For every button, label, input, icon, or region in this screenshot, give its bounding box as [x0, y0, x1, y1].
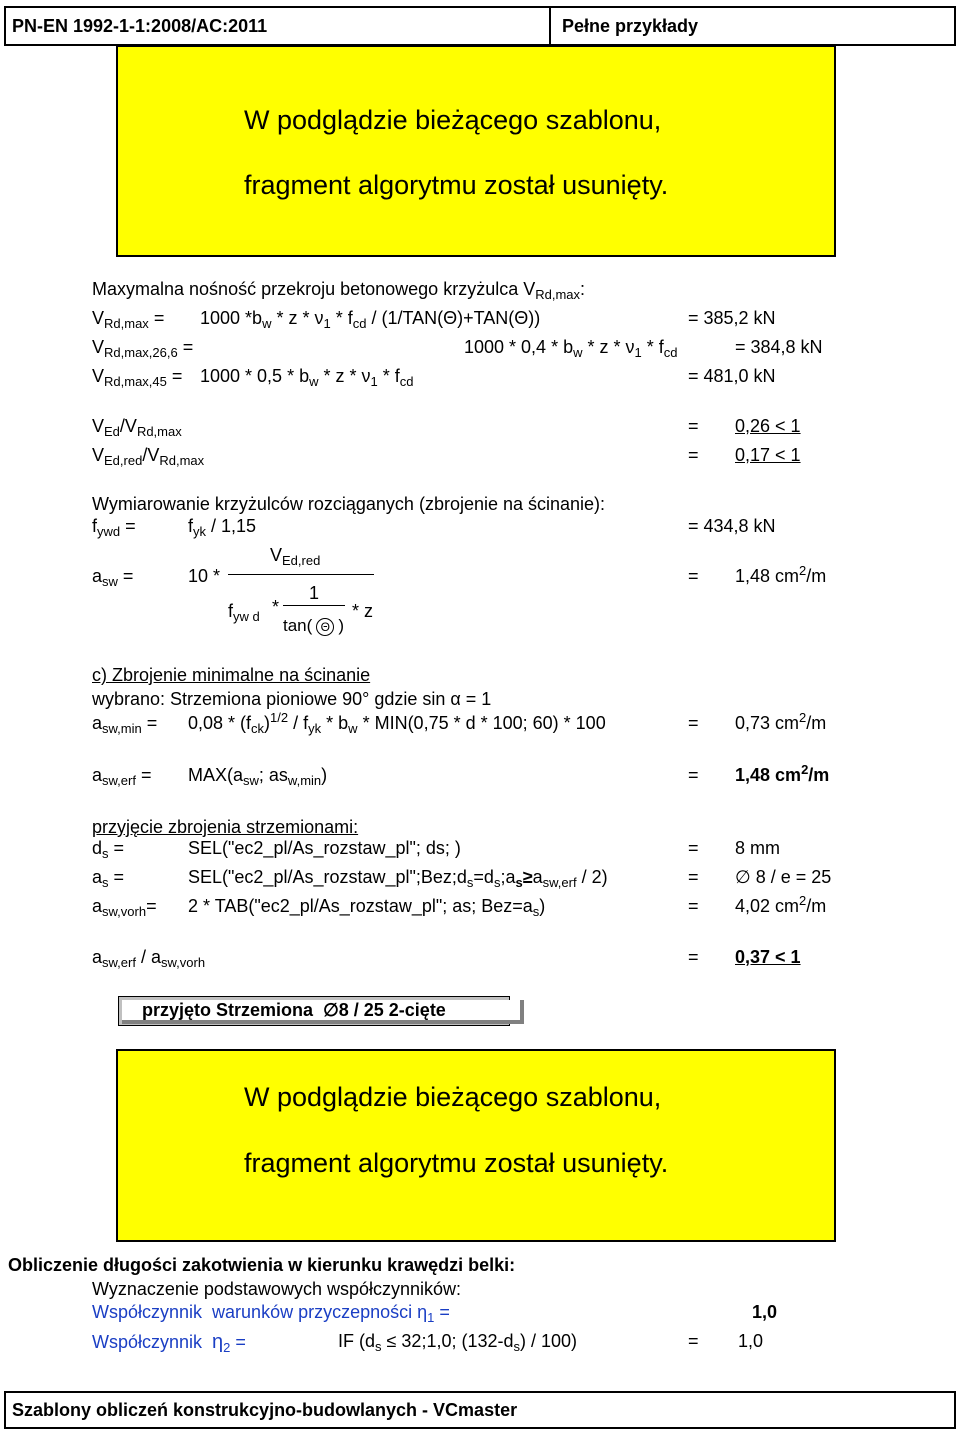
aswmin-result: 0,73 $cm^2/m$	[735, 710, 827, 733]
asw-inner-one: 1	[309, 583, 320, 603]
vrdmax266-formula: $1000 * 0,4 * b_w$ * z * $\nu_1 * f_{cd}$	[464, 337, 678, 360]
asw-coef: 10 *	[188, 566, 221, 586]
header-category: Pełne przykłady	[562, 15, 699, 36]
ds-label: $d_s$ =	[92, 838, 125, 861]
ratio-ved-label: $V_{Ed}/V_{Rd,max}$	[92, 416, 182, 439]
preview-banner-top	[116, 45, 836, 257]
preview-banner-bottom	[116, 1049, 836, 1242]
eta1-label: Współczynnik warunków przyczepności $\eta_1$ =	[92, 1302, 450, 1325]
asw-eq: =	[688, 566, 699, 586]
aswmin-eq: =	[688, 713, 699, 733]
asw-main-fraction-line	[228, 574, 374, 575]
vrdmax-label: $V_{Rd,max}$ =	[92, 308, 165, 331]
asw-label: $a_{sw}$ =	[92, 566, 134, 589]
eta2-formula: IF ($d_s$ ≤ 32;1,0; $(132-d_s) / 100$)	[338, 1331, 578, 1354]
ratio-ved-result: 0,26 < 1	[735, 416, 801, 436]
stirrup-ratio-result: 0,37 < 1	[735, 947, 801, 967]
aswerf-label: $a_{sw,erf}$ =	[92, 765, 152, 788]
anchor-title: Obliczenie długości zakotwienia w kierunku krawędzi belki:	[8, 1255, 516, 1275]
stirrup-ratio-label: $a_{sw,erf} / a_{sw,vorh}$	[92, 947, 206, 970]
banner-line-1: W podglądzie bieżącego szablonu,	[244, 105, 662, 135]
asw-star-z: * z	[352, 601, 374, 621]
aswerf-formula: $MAX(a_{sw}$; $as_{w,min}$)	[188, 765, 328, 788]
as-formula: $SEL("ec2\_pl/As\_rozstaw\_pl";Bez;d_s=d_s;a_s\ge a_{sw,erf} / 2)$	[188, 867, 608, 890]
adopted-stirrups-text: przyjęto Strzemiona ∅ 8 / 25 2-cięte	[122, 1000, 524, 1024]
vrdmax-result: = 385,2 kN	[688, 308, 776, 328]
max-capacity-title: Maxymalna nośność przekroju betonowego krzyżulca $V_{Rd,max}$:	[92, 279, 586, 302]
ds-formula: SEL("ec2_pl/As_rozstaw_pl"; ds; )	[188, 838, 461, 858]
asw-numerator: $V_{Ed,red}$	[270, 545, 321, 568]
eta2-result: 1,0	[738, 1331, 764, 1351]
asw-star: *	[272, 597, 280, 617]
banner-line-2: fragment algorytmu został usunięty.	[244, 1148, 669, 1178]
ds-result: 8 mm	[735, 838, 780, 858]
anchor-subtitle: Wyznaczenie podstawowych współczynników:	[92, 1279, 461, 1299]
eta2-eq: =	[688, 1331, 699, 1351]
fywd-formula: $f_{yk} / 1,15$	[188, 516, 257, 539]
vrdmax45-label: $V_{Rd,max,45}$ =	[92, 366, 183, 389]
aswmin-label: $a_{sw,min}$ =	[92, 713, 158, 736]
ratio-vedred-result: 0,17 < 1	[735, 445, 801, 465]
aswvorh-eq: =	[688, 896, 699, 916]
vrdmax-formula: 1000 $*b_w * z * \nu_1 * f_{cd} / (1/TAN(\Theta)+TAN(\Theta))$	[200, 308, 541, 331]
vrdmax266-result: = 384,8 kN	[735, 337, 823, 357]
aswvorh-label: $a_{sw,vorh}=$	[92, 896, 157, 919]
tension-title: Wymiarowanie krzyżulców rozciąganych (zbrojenie na ścinanie):	[92, 494, 606, 514]
aswmin-formula: $0,08 * (f_{ck})^{1/2} / f_{yk} * b_w * MIN(0,75$ * d * 100; 60) * 100	[188, 710, 606, 736]
vrdmax45-formula: $1000 * 0,5 * b_w$ * z * $\nu_1 * f_{cd}$	[200, 366, 414, 389]
asw-fywd: $f_{yw d}$	[228, 601, 260, 624]
adopted-stirrups-box	[118, 996, 510, 1026]
ratio-ved-eq: =	[688, 416, 699, 436]
asw-inner-fraction-line	[283, 605, 345, 606]
fywd-label: $f_{ywd}$ =	[92, 516, 136, 539]
asw-result: 1,48 $cm^2/m$	[735, 563, 827, 586]
diameter-icon: ∅	[735, 867, 751, 887]
stirrups-title: przyjęcie zbrojenia strzemionami:	[92, 817, 359, 837]
minimal-chosen: wybrano: Strzemiona pioniowe 90° gdzie sin α = 1	[92, 689, 492, 709]
minimal-title: c) Zbrojenie minimalne na ścinanie	[92, 665, 371, 685]
aswerf-result: 1,48 $cm^2/m$	[735, 762, 830, 785]
aswvorh-formula: 2 * TAB("ec2_pl/As_rozstaw_pl"; as; $Bez=a_s$)	[188, 896, 546, 919]
as-label: $a_s$ =	[92, 867, 125, 890]
fywd-result: = 434,8 kN	[688, 516, 776, 536]
diameter-icon: ∅	[323, 999, 339, 1020]
ratio-vedred-eq: =	[688, 445, 699, 465]
vrdmax266-label: $V_{Rd,max,26,6}$ =	[92, 337, 194, 360]
vrdmax45-result: = 481,0 kN	[688, 366, 776, 386]
page-header	[4, 6, 956, 46]
ratio-vedred-label: $V_{Ed,red}/V_{Rd,max}$	[92, 445, 205, 468]
ds-eq: =	[688, 838, 699, 858]
banner-line-1: W podglądzie bieżącego szablonu,	[244, 1082, 662, 1112]
eta1-result: 1,0	[752, 1302, 778, 1322]
eta2-label: Współczynnik $\eta_2$ =	[92, 1331, 246, 1355]
stirrup-ratio-eq: =	[688, 947, 699, 967]
aswerf-eq: =	[688, 765, 699, 785]
standard-code: PN-EN 1992-1-1:2008/AC:2011	[12, 15, 268, 36]
as-eq: =	[688, 867, 699, 887]
page-footer: Szablony obliczeń konstrukcyjno-budowlanych - VCmaster	[4, 1391, 956, 1429]
header-divider	[549, 8, 551, 44]
aswvorh-result: 4,02 $cm^2/m$	[735, 893, 827, 916]
asw-tan: tan( Θ )	[283, 616, 344, 635]
banner-line-2: fragment algorytmu został usunięty.	[244, 170, 669, 200]
as-result: ∅ 8 / e = 25	[735, 867, 832, 887]
